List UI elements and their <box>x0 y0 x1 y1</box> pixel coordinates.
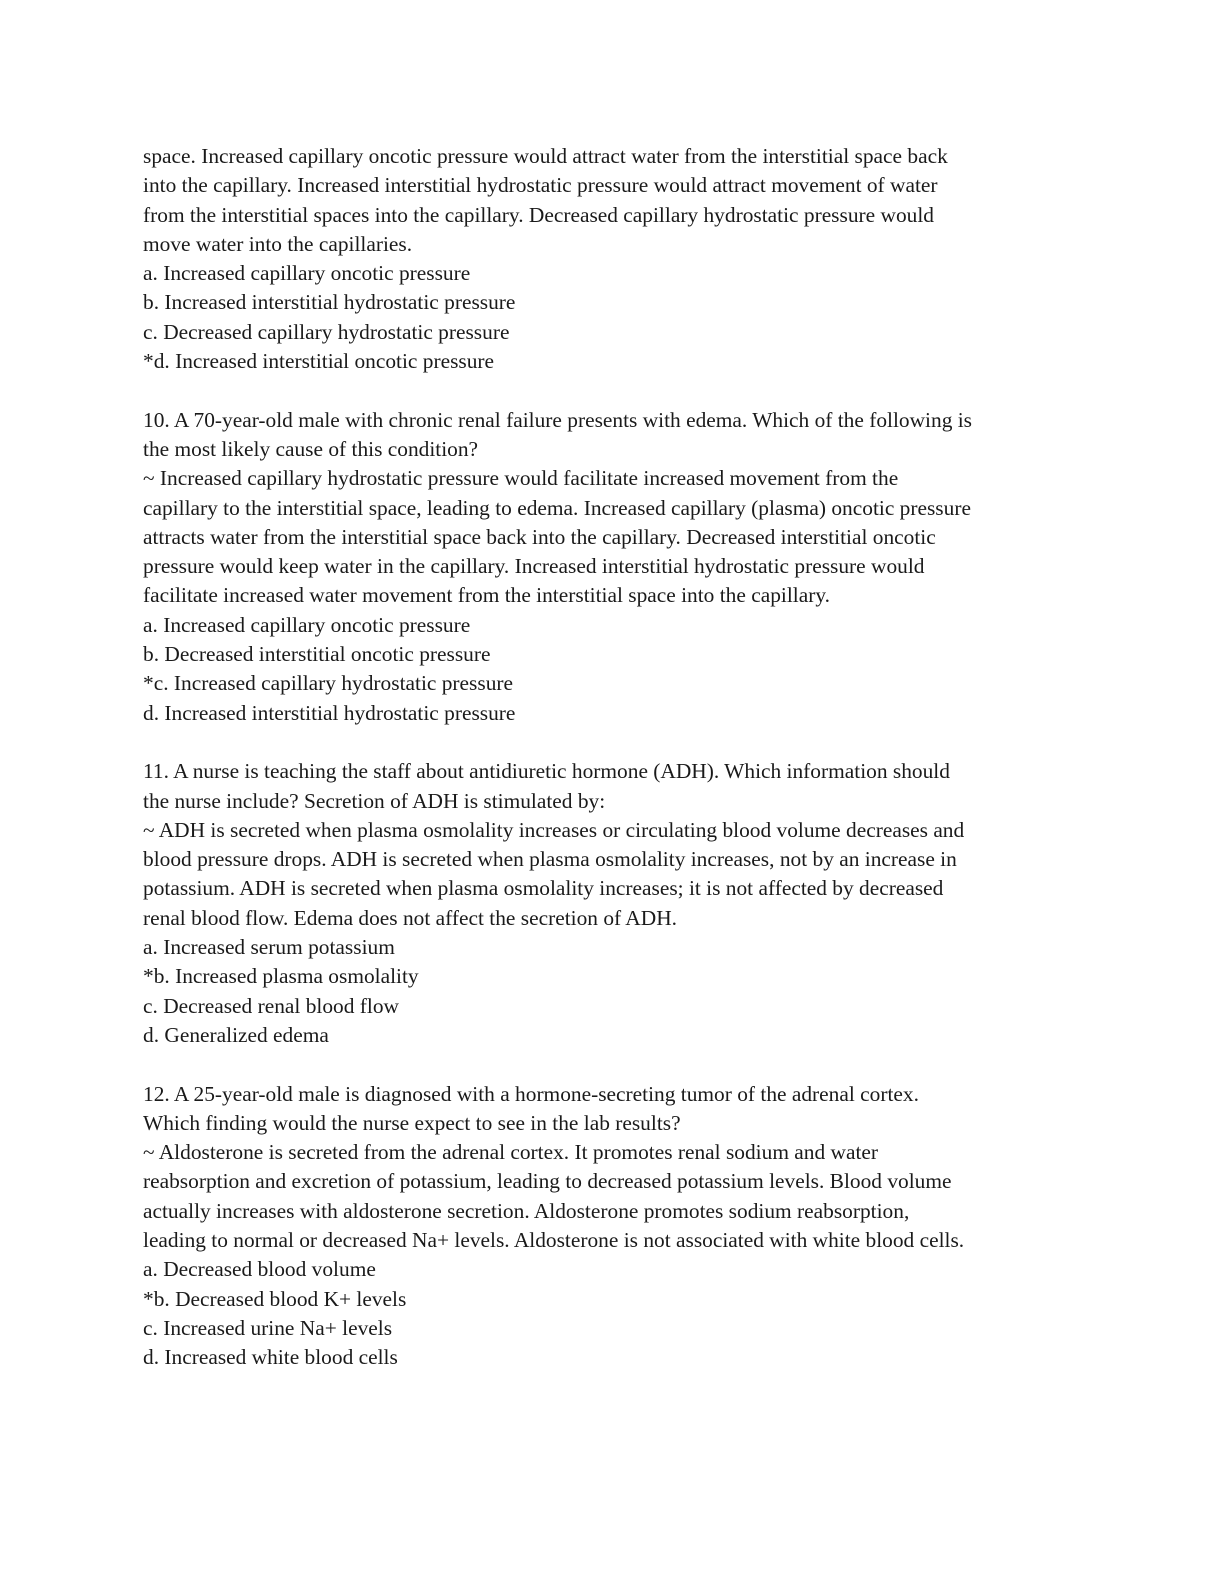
rationale-line: actually increases with aldosterone secretion. Aldosterone promotes sodium reabsorption, <box>143 1198 910 1223</box>
paragraph-gap <box>143 1050 1083 1079</box>
question-stem: 12. A 25-year-old male is diagnosed with a hormone-secreting tumor of the adrenal cortex. <box>143 1081 919 1106</box>
question-11 <box>143 757 1083 1050</box>
rationale-line: move water into the capillaries. <box>143 231 413 256</box>
continued-question-9 <box>143 142 1083 376</box>
rationale-line: ~ Aldosterone is secreted from the adrenal cortex. It promotes renal sodium and water <box>143 1140 879 1165</box>
answer-option: a. Increased serum potassium <box>143 935 395 960</box>
question-stem: the nurse include? Secretion of ADH is stimulated by: <box>143 788 606 813</box>
answer-option: c. Decreased renal blood flow <box>143 993 399 1018</box>
rationale-line: into the capillary. Increased interstitial hydrostatic pressure would attract movement of water <box>143 173 938 198</box>
answer-option: d. Generalized edema <box>143 1022 329 1047</box>
rationale-line: blood pressure drops. ADH is secreted when plasma osmolality increases, not by an increase in <box>143 847 957 872</box>
answer-option: b. Increased interstitial hydrostatic pressure <box>143 290 516 315</box>
question-stem: the most likely cause of this condition? <box>143 436 479 461</box>
answer-option: c. Decreased capillary hydrostatic pressure <box>143 319 510 344</box>
rationale-line: leading to normal or decreased Na+ levels. Aldosterone is not associated with white blood cells. <box>143 1227 965 1252</box>
answer-option: d. Increased interstitial hydrostatic pressure <box>143 700 516 725</box>
answer-option: a. Decreased blood volume <box>143 1257 376 1282</box>
answer-option: b. Decreased interstitial oncotic pressure <box>143 642 491 667</box>
question-stem: 11. A nurse is teaching the staff about antidiuretic hormone (ADH). Which information should <box>143 759 950 784</box>
rationale-line: potassium. ADH is secreted when plasma osmolality increases; it is not affected by decreased <box>143 876 944 901</box>
rationale-line: attracts water from the interstitial space back into the capillary. Decreased interstitial oncotic <box>143 524 936 549</box>
answer-option: a. Increased capillary oncotic pressure <box>143 261 471 286</box>
correct-answer-option: *d. Increased interstitial oncotic pressure <box>143 349 495 374</box>
answer-option: a. Increased capillary oncotic pressure <box>143 612 471 637</box>
rationale-line: facilitate increased water movement from the interstitial space into the capillary. <box>143 583 830 608</box>
rationale-line: renal blood flow. Edema does not affect the secretion of ADH. <box>143 905 678 930</box>
question-stem: 10. A 70-year-old male with chronic renal failure presents with edema. Which of the following is <box>143 407 973 432</box>
correct-answer-option: *c. Increased capillary hydrostatic pressure <box>143 671 514 696</box>
paragraph-gap <box>143 728 1083 757</box>
answer-option: d. Increased white blood cells <box>143 1345 398 1370</box>
question-12 <box>143 1080 1083 1373</box>
rationale-line: from the interstitial spaces into the capillary. Decreased capillary hydrostatic pressure would <box>143 202 934 227</box>
rationale-line: ~ Increased capillary hydrostatic pressure would facilitate increased movement from the <box>143 466 899 491</box>
answer-option: c. Increased urine Na+ levels <box>143 1315 393 1340</box>
rationale-line: pressure would keep water in the capillary. Increased interstitial hydrostatic pressure would <box>143 554 925 579</box>
correct-answer-option: *b. Decreased blood K+ levels <box>143 1286 407 1311</box>
correct-answer-option: *b. Increased plasma osmolality <box>143 964 419 989</box>
rationale-line: capillary to the interstitial space, leading to edema. Increased capillary (plasma) oncotic pressure <box>143 495 971 520</box>
rationale-line: reabsorption and excretion of potassium, leading to decreased potassium levels. Blood volume <box>143 1169 952 1194</box>
question-10 <box>143 406 1083 728</box>
question-stem: Which finding would the nurse expect to see in the lab results? <box>143 1110 681 1135</box>
rationale-line: space. Increased capillary oncotic pressure would attract water from the interstitial space back <box>143 144 948 168</box>
document-body <box>143 142 1083 1372</box>
paragraph-gap <box>143 376 1083 405</box>
rationale-line: ~ ADH is secreted when plasma osmolality increases or circulating blood volume decreases and <box>143 817 965 842</box>
